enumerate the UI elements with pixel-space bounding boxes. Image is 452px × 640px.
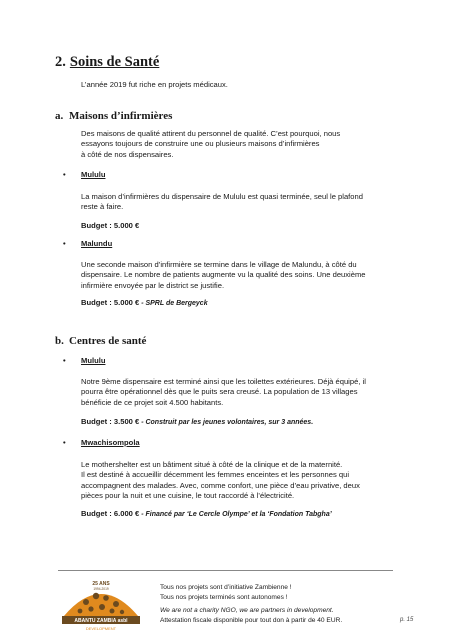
mululu-centre-budget	[81, 417, 313, 426]
subsection-b-letter: b.	[55, 335, 64, 347]
footer-divider	[58, 570, 393, 571]
logo-subtitle: DEVELOPMENT	[85, 626, 117, 631]
bullet-label: Mululu	[81, 170, 106, 179]
bullet-dot: •	[63, 356, 66, 365]
bullet-dot: •	[63, 239, 66, 248]
malundu-budget	[81, 298, 208, 307]
mwachisompola-paragraph	[81, 460, 398, 502]
bullet-dot: •	[63, 170, 66, 179]
bullet-mululu-houses	[63, 170, 105, 179]
text-line: infirmière envoyée par le district se justifie.	[81, 280, 225, 290]
text-line: dispensaire. Le nombre de patients augmente vu la qualité des soins. Une deuxième	[81, 270, 366, 280]
budget-note: - SPRL de Bergeyck	[139, 300, 208, 307]
page-number: p. 15	[400, 617, 414, 623]
text-line: Une seconde maison d’infirmière se termine dans le village de Malundu, à côté du	[81, 260, 357, 269]
section-number: 2.	[55, 54, 66, 70]
bullet-label: Mwachisompola	[81, 438, 140, 447]
section-title: Soins de Santé	[69, 54, 160, 70]
text-line: à côté de nos dispensaires.	[81, 149, 174, 159]
budget-amount: Budget : 5.000 €	[81, 221, 140, 230]
text-line: La maison d’infirmières du dispensaire de Mululu est quasi terminée, seul le plafond	[81, 192, 363, 201]
text-line: pièces pour la nuit et une cuisine, le tout raccordé à l’électricité.	[81, 491, 295, 501]
section-heading	[55, 54, 159, 71]
text-line: Le mothershelter est un bâtiment situé à côté de la clinique et de la maternité.	[81, 460, 343, 469]
budget-amount: Budget : 5.000 €	[81, 298, 140, 307]
section-intro: L’année 2019 fut riche en projets médicaux.	[81, 80, 228, 89]
text-line: Notre 9ème dispensaire est terminé ainsi que les toilettes extérieures. Déjà équipé, il	[81, 377, 366, 386]
text-line: accompagnent des malades. Avec, comme confort, une pièce d’eau privative, deux	[81, 480, 360, 490]
subsection-b-heading	[55, 335, 146, 347]
subsection-a-paragraph	[81, 129, 398, 160]
text-line: Des maisons de qualité attirent du personnel de qualité. C’est pourquoi, nous	[81, 129, 341, 138]
subsection-a-title: Maisons d’infirmières	[69, 110, 173, 122]
footer-line-2: Tous nos projets terminés sont autonomes !	[160, 594, 288, 601]
bullet-malundu	[63, 239, 112, 248]
subsection-b-title: Centres de santé	[69, 335, 147, 347]
text-line: Il est destiné à accueillir décemment les femmes enceintes et les personnes qui	[81, 470, 350, 480]
bullet-label: Mululu	[81, 356, 106, 365]
bullet-mwachisompola	[63, 438, 140, 447]
footer-line-4: Attestation fiscale disponible pour tout don à partir de 40 EUR.	[160, 617, 343, 624]
budget-amount: Budget : 3.500 €	[81, 417, 140, 426]
text-line: essayons toujours de construire une ou plusieurs maisons d’infirmières	[81, 139, 320, 149]
malundu-paragraph	[81, 260, 398, 291]
mululu-houses-budget	[81, 221, 139, 230]
mululu-houses-paragraph	[81, 192, 398, 213]
text-line: pourra être opérationnel dès que le puits sera creusé. La population de 13 villages	[81, 387, 358, 397]
logo-years: 25 ANS	[92, 581, 110, 587]
abantu-zambia-logo	[58, 576, 144, 634]
footer-line-1: Tous nos projets sont d’initiative Zambienne !	[160, 584, 292, 591]
bullet-dot: •	[63, 438, 66, 447]
budget-note: - Financé par ‘Le Cercle Olympe’ et la ‘Fondation Tabgha’	[139, 511, 332, 518]
text-line: bénéficie de ce projet soit 4.500 habitants.	[81, 397, 224, 407]
budget-amount: Budget : 6.000 €	[81, 509, 140, 518]
text-line: reste à faire.	[81, 202, 124, 212]
subsection-a-heading	[55, 110, 172, 122]
bullet-mululu-centre	[63, 356, 105, 365]
subsection-a-letter: a.	[55, 110, 64, 122]
bullet-label: Malundu	[81, 239, 113, 248]
mululu-centre-paragraph	[81, 377, 398, 408]
logo-range: 1994-2019	[93, 587, 109, 591]
footer-line-3: We are not a charity NGO, we are partners in development.	[160, 607, 334, 614]
logo-name: ABANTU ZAMBIA asbl	[74, 618, 128, 624]
budget-note: - Construit par les jeunes volontaires, sur 3 années.	[139, 419, 314, 426]
mwachisompola-budget	[81, 509, 332, 518]
